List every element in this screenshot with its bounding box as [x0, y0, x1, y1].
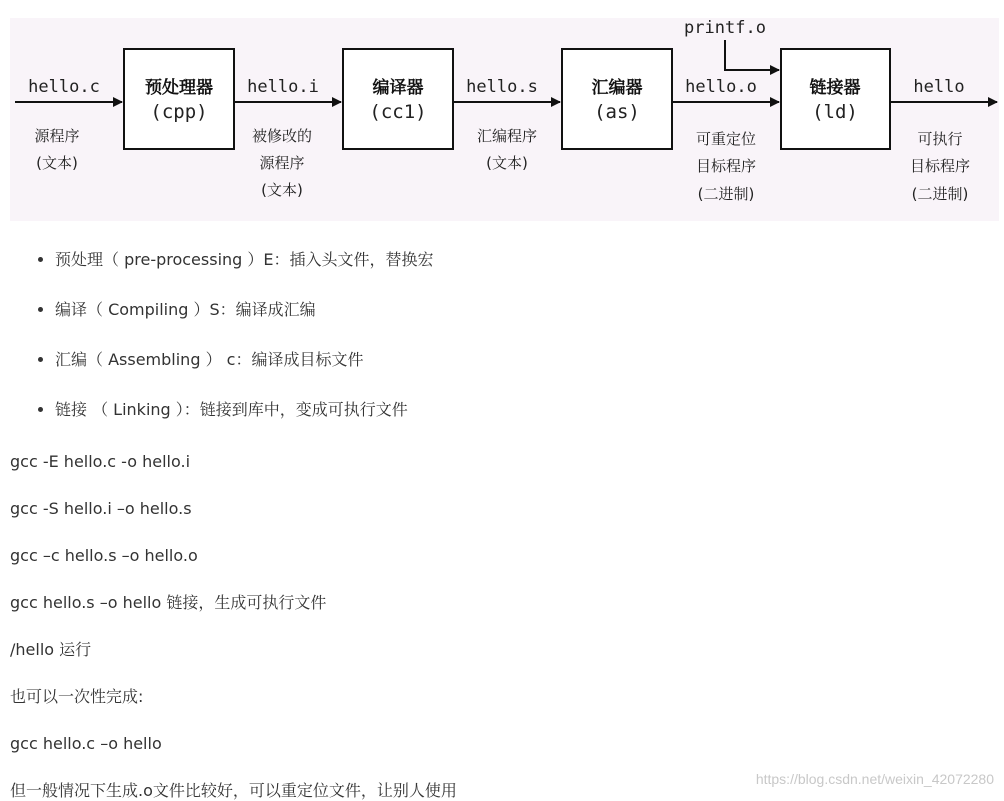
file-i-desc-line3: (文本)	[261, 181, 303, 199]
file-o-desc-line2: 目标程序	[695, 157, 757, 175]
box-linker	[781, 49, 890, 149]
file-hello-o: hello.o	[685, 77, 757, 97]
arrow-printf-to-ld	[725, 40, 779, 70]
stage2-tool: (cc1)	[369, 101, 427, 123]
object-file-note: 但一般情况下生成.o文件比较好，可以重定位文件，让别人使用	[10, 781, 457, 800]
file-hello-c: hello.c	[28, 77, 100, 97]
stage4-tool: (ld)	[812, 101, 858, 123]
file-hello-s: hello.s	[466, 77, 538, 97]
stage2-title: 编译器	[372, 78, 424, 98]
command-one-step: gcc hello.c –o hello	[10, 734, 162, 753]
box-preprocessor	[124, 49, 234, 149]
list-item-text: 汇编（ Assembling ） c：编译成目标文件	[55, 350, 364, 369]
file-i-desc-line1: 被修改的	[251, 127, 313, 145]
stage1-tool: (cpp)	[150, 101, 208, 123]
list-item-text: 链接 （ Linking ）：链接到库中，变成可执行文件	[55, 400, 408, 419]
compilation-pipeline-diagram	[10, 18, 999, 221]
pipeline-svg	[10, 18, 999, 221]
watermark-url: https://blog.csdn.net/weixin_42072280	[755, 771, 994, 787]
list-item-compiling	[55, 298, 434, 322]
command-compile: gcc -S hello.i –o hello.s	[10, 499, 192, 518]
list-item-text: 编译（ Compiling ）S：编译成汇编	[55, 300, 316, 319]
command-link: gcc hello.s –o hello 链接，生成可执行文件	[10, 593, 327, 612]
stage3-tool: (as)	[594, 101, 640, 123]
stage1-title: 预处理器	[145, 78, 213, 98]
stage3-title: 汇编器	[591, 78, 643, 98]
output-desc-line2: 目标程序	[909, 157, 971, 175]
file-hello: hello	[913, 77, 965, 97]
box-compiler	[343, 49, 453, 149]
compile-stages-list	[40, 248, 434, 448]
file-s-desc-line1: 汇编程序	[476, 127, 538, 145]
source-desc-line2: (文本)	[36, 154, 78, 172]
output-desc-line3: (二进制)	[911, 185, 969, 203]
file-s-desc-line2: (文本)	[486, 154, 528, 172]
stage4-title: 链接器	[809, 78, 861, 98]
file-hello-i: hello.i	[247, 77, 319, 97]
file-printf-o: printf.o	[684, 18, 766, 38]
list-item-preprocessing	[55, 248, 434, 272]
list-item-assembling	[55, 348, 434, 372]
source-desc-line1: 源程序	[34, 127, 80, 145]
file-o-desc-line3: (二进制)	[697, 185, 755, 203]
output-desc-line1: 可执行	[917, 130, 963, 148]
one-step-note: 也可以一次性完成:	[10, 687, 144, 706]
list-item-text: 预处理（ pre-processing ）E：插入头文件，替换宏	[55, 250, 434, 269]
list-item-linking	[55, 398, 434, 422]
box-assembler	[562, 49, 672, 149]
file-i-desc-line2: 源程序	[259, 154, 305, 172]
command-run: /hello 运行	[10, 640, 92, 659]
command-preprocess: gcc -E hello.c -o hello.i	[10, 452, 191, 471]
command-assemble: gcc –c hello.s –o hello.o	[10, 546, 198, 565]
file-o-desc-line1: 可重定位	[695, 130, 757, 148]
